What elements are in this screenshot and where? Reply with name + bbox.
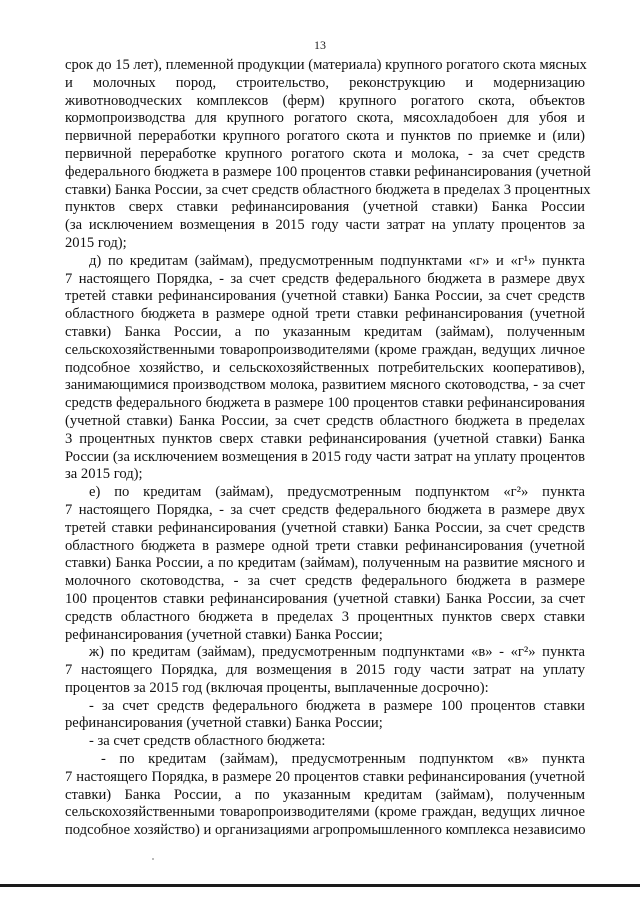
text-line: и молочных пород, строительство, реконструкцию и модернизацию [65, 74, 585, 91]
scan-speck [152, 858, 154, 860]
text-line: 7 настоящего Порядка, - за счет средств федерального бюджета в размере двух [65, 270, 585, 287]
text-line: первичной переработки крупного рогатого скота и пунктов по приемке и (или) [65, 128, 585, 145]
page-number: 13 [314, 38, 326, 52]
text-line: ставки) Банка России, а по кредитам (займам), полученным на развитие мясного и [65, 555, 585, 572]
text-line: России (за исключением возмещения в 2015 году части затрат на уплату процентов [65, 448, 585, 465]
text-line: - за счет средств федерального бюджета в размере 100 процентов ставки [89, 697, 585, 714]
text-line: рефинансирования (учетной ставки) Банка России; [65, 715, 383, 732]
text-line: сельскохозяйственными товаропроизводителями (кроме граждан, ведущих личное [65, 804, 585, 821]
text-line: животноводческих комплексов (ферм) крупного рогатого скота, объектов [65, 92, 585, 109]
text-line: за 2015 год); [65, 466, 143, 483]
body-text [65, 57, 591, 840]
text-line: пунктов сверх ставки рефинансирования (учетной ставки) Банка России [65, 199, 585, 216]
text-line: ж) по кредитам (займам), предусмотренным подпунктами «в» - «г²» пункта [89, 644, 585, 661]
text-line: - по кредитам (займам), предусмотренным подпунктом «в» пункта [101, 751, 585, 768]
text-line: 7 настоящего Порядка, - за счет средств федерального бюджета в размере двух [65, 501, 585, 518]
text-line: 2015 год); [65, 234, 127, 251]
text-line: - за счет средств областного бюджета: [89, 733, 326, 750]
text-line: ставки) Банка России, за счет средств областного бюджета в пределах 3 процентных [65, 181, 591, 198]
text-line: областного бюджета в размере одной трети ставки рефинансирования (учетной [65, 537, 585, 554]
text-line: 7 настоящего Порядка, для возмещения в 2015 году части затрат на уплату [65, 662, 585, 679]
text-line: сельскохозяйственными товаропроизводителями (кроме граждан, ведущих личное [65, 341, 585, 358]
text-line: д) по кредитам (займам), предусмотренным подпунктами «г» и «г¹» пункта [89, 252, 585, 269]
text-line: ставки) Банка России, а по указанным кредитам (займам), полученным [65, 786, 585, 803]
text-line: занимающимися производством молока, развитием мясного скотоводства, - за счет [65, 377, 585, 394]
text-line: средств федерального бюджета в размере 100 процентов ставки рефинансирования [65, 395, 585, 412]
text-line: е) по кредитам (займам), предусмотренным подпунктом «г²» пункта [89, 484, 585, 501]
text-line: (за исключением возмещения в 2015 году части затрат на уплату процентов за [65, 217, 585, 234]
text-line: ставки) Банка России, а по указанным кредитам (займам), полученным [65, 323, 585, 340]
text-line: (учетной ставки) Банка России, за счет средств областного бюджета в пределах [65, 412, 585, 429]
text-line: 3 процентных пунктов сверх ставки рефинансирования (учетной ставки) Банка [65, 430, 585, 447]
text-line: федерального бюджета в размере 100 процентов ставки рефинансирования (учетной [65, 163, 591, 180]
text-line: 100 процентов ставки рефинансирования (учетной ставки) Банка России, за счет [65, 590, 585, 607]
text-line: первичной переработке крупного рогатого скота и молока, - за счет средств [65, 145, 585, 162]
text-line: третей ставки рефинансирования (учетной ставки) Банка России, за счет средств [65, 519, 585, 536]
bottom-rule [0, 884, 640, 887]
text-line: процентов за 2015 год (включая проценты, выплаченные досрочно): [65, 679, 489, 696]
text-line: областного бюджета в размере одной трети ставки рефинансирования (учетной [65, 306, 585, 323]
text-line: рефинансирования (учетной ставки) Банка России; [65, 626, 383, 643]
text-line: кормопроизводства для крупного рогатого скота, мясохладобоен для убоя и [65, 110, 585, 127]
text-line: подсобное хозяйство) и организациями агропромышленного комплекса независимо [65, 822, 586, 839]
text-line: срок до 15 лет), племенной продукции (материала) крупного рогатого скота мясных [65, 57, 587, 73]
text-line: средств областного бюджета в пределах 3 процентных пунктов сверх ставки [65, 608, 585, 625]
text-line: третей ставки рефинансирования (учетной ставки) Банка России, за счет средств [65, 288, 585, 305]
text-line: молочного скотоводства, - за счет средств федерального бюджета в размере [65, 573, 585, 590]
text-line: подсобное хозяйство, и сельскохозяйственных потребительских кооперативов), [65, 359, 585, 376]
text-line: 7 настоящего Порядка, в размере 20 процентов ставки рефинансирования (учетной [65, 768, 585, 785]
